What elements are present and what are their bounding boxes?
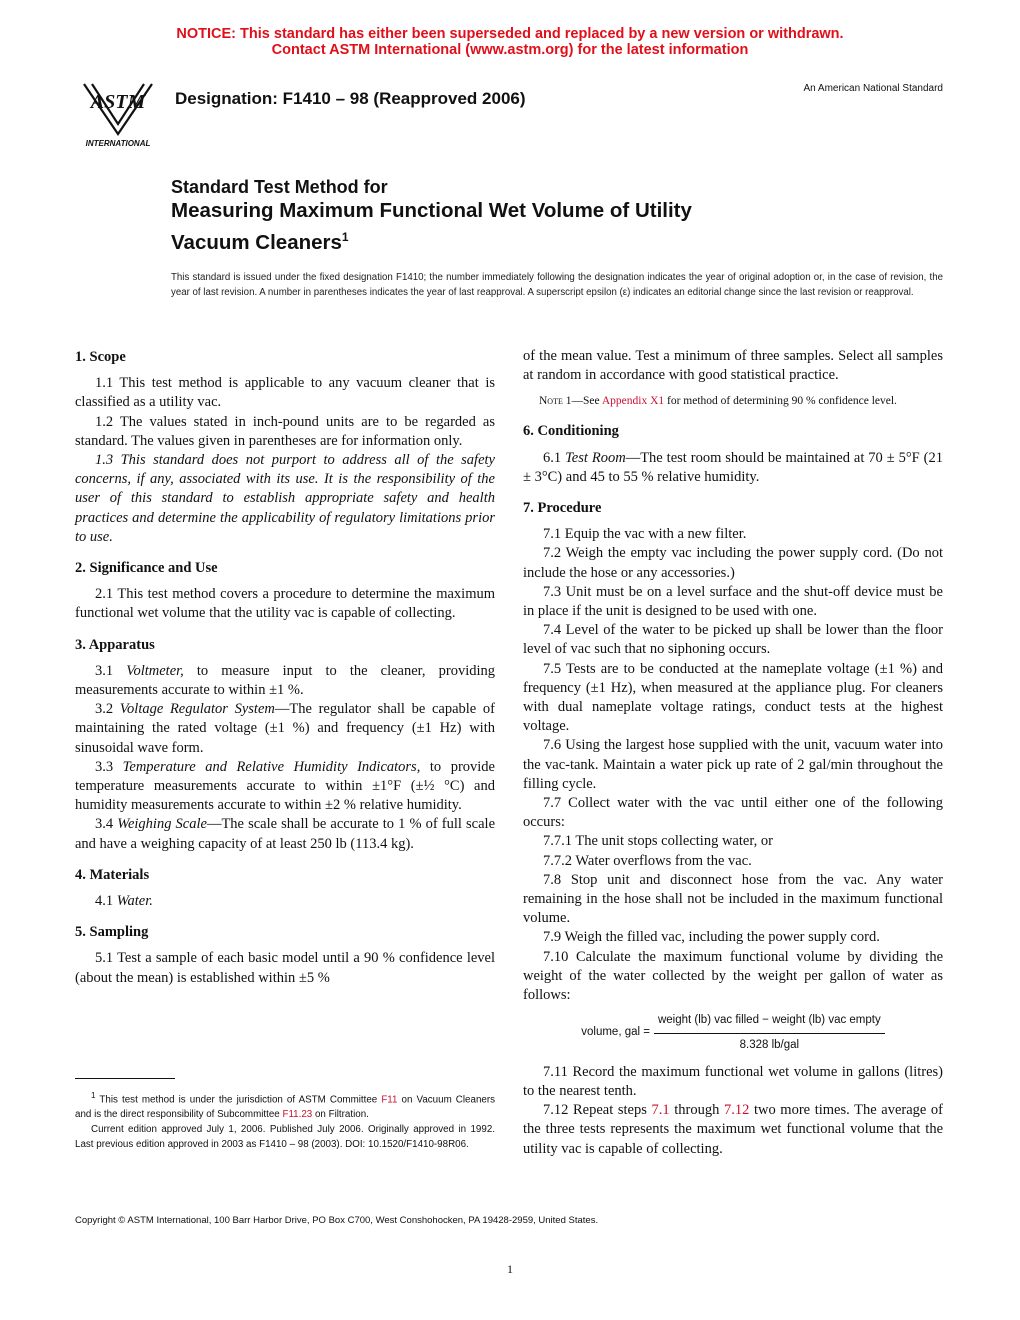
section-1-heading: 1. Scope	[75, 349, 126, 365]
notice-line-1: NOTICE: This standard has either been superseded and replaced by a new version or withdrawn.	[176, 26, 844, 42]
para-text: —The scale shall be accurate to 1 % of full scale and have a weighing capacity of at least 250 lb (113.4 kg).	[75, 816, 496, 852]
astm-logo	[74, 76, 162, 148]
title-line-2: Measuring Maximum Functional Wet Volume of Utility	[171, 199, 692, 222]
para-num: 3.3	[95, 758, 114, 775]
section-5-heading: 5. Sampling	[75, 924, 149, 941]
subcommittee-link[interactable]: F11.23	[282, 1109, 313, 1121]
page-number: 1	[507, 1262, 513, 1276]
logo-subtext: INTERNATIONAL	[85, 139, 151, 148]
para-text: two more times. The average of the three tests represents the maximum wet functional volume that the utility vac is capable of collecting.	[523, 1102, 944, 1157]
paragraph-7-3: 7.3 Unit must be on a level surface and the shut-off device must be in place if the unit is designed to be used with one.	[523, 583, 943, 620]
document-title	[171, 176, 871, 256]
withdrawal-notice	[0, 26, 1020, 58]
para-text: —The test room should be maintained at 70 ± 5°F (21 ± 3°C) and 45 to 55 % relative humidity.	[523, 449, 944, 485]
note-1	[523, 393, 943, 410]
section-6-heading: 6. Conditioning	[523, 423, 619, 440]
issuance-statement: This standard is issued under the fixed designation F1410; the number immediately following the designation indicates the year of original adoption or, in the case of revision, the year of last revision. A number in parentheses indicates the year of last reapproval. A superscript epsilon (ε) indicates an editorial change since the last revision or reapproval.	[171, 272, 943, 298]
footnote-mark: 1	[91, 1091, 96, 1100]
term: Water.	[116, 893, 153, 910]
paragraph-7-7: 7.7 Collect water with the vac until either one of the following occurs:	[523, 795, 943, 831]
paragraph-7-10: 7.10 Calculate the maximum functional volume by dividing the weight of the water collected by the weight per gallon of water as follows:	[523, 948, 943, 1004]
section-4-heading: 4. Materials	[75, 866, 150, 883]
paragraph-7-12	[523, 1101, 943, 1159]
para-text: 7.12 Repeat steps	[543, 1102, 652, 1119]
paragraph-7-6: 7.6 Using the largest hose supplied with the unit, vacuum water into the vac-tank. Maintain a water pick up rate of 2 gal/min throughout the filling cycle.	[523, 737, 943, 792]
paragraph-7-4: 7.4 Level of the water to be picked up shall be lower than the floor level of vac such that no siphoning occurs.	[523, 622, 943, 658]
equation-lhs: volume, gal =	[581, 1026, 650, 1039]
footnote-text: on Filtration.	[312, 1109, 369, 1121]
title-line-1: Standard Test Method for	[171, 177, 388, 197]
para-text: through	[669, 1102, 724, 1119]
paragraph-7-9: 7.9 Weigh the filled vac, including the power supply cord.	[543, 929, 880, 946]
left-column	[75, 348, 495, 988]
paragraph-1-2: 1.2 The values stated in inch-pound units are to be regarded as standard. The values given in parentheses are for information only.	[75, 413, 495, 449]
paragraph-7-1: 7.1 Equip the vac with a new filter.	[543, 526, 747, 543]
paragraph-7-11: 7.11 Record the maximum functional wet volume in gallons (litres) to the nearest tenth.	[523, 1063, 943, 1099]
section-7-heading: 7. Procedure	[523, 500, 602, 517]
paragraph-7-2: 7.2 Weigh the empty vac including the power supply cord. (Do not include the hose or any accessories.)	[523, 545, 943, 581]
para-num: 3.1	[95, 662, 114, 679]
section-3-heading: 3. Apparatus	[75, 636, 155, 653]
notice-line-2: Contact ASTM International (www.astm.org) for the latest information	[271, 42, 749, 58]
paragraph-6-1	[523, 449, 943, 487]
paragraph-5-1-cont: of the mean value. Test a minimum of three samples. Select all samples at random in accordance with good statistical practice.	[523, 348, 943, 384]
step-7-1-link[interactable]: 7.1	[651, 1102, 670, 1119]
footnote-divider	[75, 1078, 175, 1079]
step-7-12-link[interactable]: 7.12	[723, 1102, 750, 1119]
logo-text: ASTM	[90, 91, 146, 113]
equation-numerator: weight (lb) vac filled − weight (lb) vac empty	[654, 1011, 885, 1033]
american-national-standard: An American National Standard	[803, 83, 943, 94]
committee-link[interactable]: F11	[381, 1094, 398, 1106]
note-label: Note	[539, 395, 563, 408]
paragraph-3-1	[75, 662, 495, 700]
note-text: for method of determining 90 % confidence level.	[664, 395, 897, 408]
paragraph-5-1-start: 5.1 Test a sample of each basic model until a 90 % confidence level (about the mean) is established within ±5 %	[75, 950, 495, 986]
paragraph-7-8: 7.8 Stop unit and disconnect hose from the vac. Any water remaining in the hose shall not be included in the maximum functional volume.	[523, 871, 943, 927]
para-text: to provide temperature measurements accurate to within ±1°F (±½ °C) and humidity measurements accurate to within ±2 % relative humidity.	[75, 758, 495, 814]
section-2-heading: 2. Significance and Use	[75, 560, 218, 577]
title-footnote-mark: 1	[341, 230, 349, 244]
para-num: 3.4	[95, 816, 114, 833]
paragraph-1-1: 1.1 This test method is applicable to any vacuum cleaner that is classified as a utility vac.	[75, 375, 495, 411]
para-text: —The regulator shall be capable of maintaining the rated voltage (±1 %) and frequency (±1 Hz) with sinusoidal wave form.	[75, 701, 495, 756]
footnote-text: on Vacuum Cleaners and is the direct responsibility of Subcommittee	[75, 1094, 496, 1121]
footnote-1	[75, 1088, 495, 1122]
paragraph-1-3: 1.3 This standard does not purport to address all of the safety concerns, if any, associated with its use. It is the responsibility of the user of this standard to establish appropriate safety and health practices and determine the applicability of regulatory limitations prior to use.	[75, 452, 495, 545]
note-text: 1—See	[562, 395, 602, 408]
paragraph-3-3	[75, 758, 495, 816]
right-column	[523, 347, 943, 1159]
paragraph-3-4	[75, 815, 495, 853]
footnote	[75, 1088, 495, 1152]
footnote-text: This test method is under the jurisdiction of ASTM Committee	[95, 1094, 382, 1106]
footnote-2: Current edition approved July 1, 2006. Published July 2006. Originally approved in 1992. Last previous edition approved in 2003 as F1410 – 98 (2003). DOI: 10.1520/F1410-98R06.	[75, 1124, 495, 1151]
copyright: Copyright © ASTM International, 100 Barr Harbor Drive, PO Box C700, West Conshohocken, PA 19428-2959, United States.	[75, 1215, 599, 1226]
term: Weighing Scale	[117, 816, 207, 833]
paragraph-4-1	[75, 892, 495, 911]
para-num: 3.2	[95, 701, 114, 718]
term: Test Room	[565, 449, 626, 466]
appendix-link[interactable]: Appendix X1	[601, 395, 665, 408]
para-num: 4.1	[95, 893, 114, 910]
paragraph-3-2	[75, 700, 495, 758]
paragraph-2-1: 2.1 This test method covers a procedure to determine the maximum functional wet volume that the utility vac is capable of collecting.	[75, 586, 495, 622]
equation-fraction	[654, 1011, 885, 1054]
designation: Designation: F1410 – 98 (Reapproved 2006)	[175, 89, 526, 108]
title-line-3	[171, 224, 871, 256]
paragraph-7-7-1: 7.7.1 The unit stops collecting water, or	[543, 833, 773, 850]
term: Temperature and Relative Humidity Indicators,	[122, 758, 421, 775]
para-num: 6.1	[543, 449, 562, 466]
term: Voltmeter,	[126, 662, 184, 679]
volume-equation	[523, 1011, 943, 1054]
paragraph-7-7-2: 7.7.2 Water overflows from the vac.	[543, 852, 752, 869]
paragraph-7-5: 7.5 Tests are to be conducted at the nameplate voltage (±1 %) and frequency (±1 Hz), when measured at the appliance plug. For cleaners with dual nameplate voltage ratings, conduct tests at the highest voltage.	[523, 660, 943, 735]
para-text: to measure input to the cleaner, providing measurements accurate to within ±1 %.	[75, 662, 495, 699]
term: Voltage Regulator System	[119, 701, 275, 718]
equation-denominator: 8.328 lb/gal	[739, 1038, 800, 1051]
title-line-3-text: Vacuum Cleaners	[171, 230, 342, 254]
